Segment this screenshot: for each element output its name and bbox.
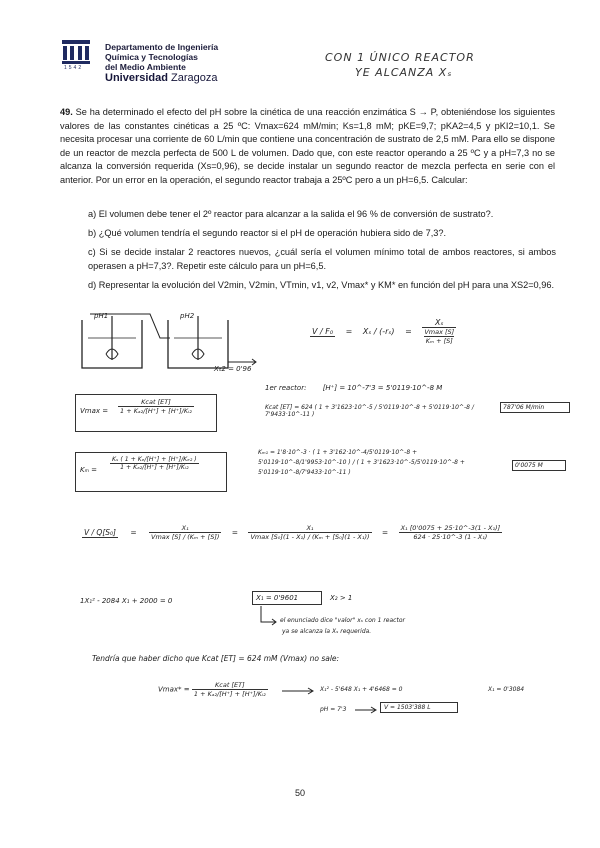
- university-regular: Zaragoza: [171, 72, 218, 84]
- university-name: [105, 72, 218, 85]
- quadratic-2: X₁² - 5'648 X₁ + 4'6468 = 0: [320, 686, 403, 693]
- question-b: b) ¿Qué volumen tendría el segundo reactor si el pH de operación hubiera sido de 7,3?.: [88, 228, 447, 238]
- eq-v-c-den: 624 · 25·10^-3 (1 - X₁): [413, 533, 488, 541]
- km-box-lhs: Kₘ =: [80, 466, 98, 474]
- design-eq-rhs-den-num: Vmax [S]: [424, 328, 455, 336]
- eq-v-a-den: Vmax [S] / (Kₘ + [S]): [151, 533, 220, 541]
- question-d: d) Representar la evolución del V2min, V2min, VTmin, v1, v2, Vmax* y KM* en función del pH para una XS2=0,96.: [88, 280, 554, 290]
- v-result: V = 1503'388 L: [380, 702, 458, 713]
- page-number: 50: [294, 788, 305, 798]
- vmax-box-num: Kcat [ET]: [118, 398, 194, 407]
- dept-line-3: del Medio Ambiente: [105, 62, 186, 72]
- design-eq-mid: Xₛ / (-rₛ): [362, 327, 395, 336]
- arrow-down-right-icon: [258, 606, 278, 628]
- arrow-right-small-icon: [355, 705, 379, 715]
- eq-v-a: [149, 524, 221, 541]
- problem-number: 49.: [60, 107, 73, 117]
- x2-note: X₂ > 1: [330, 594, 353, 602]
- km1-line: Kₘ₁ = 1'8·10^-3 · ( 1 + 3'162·10^-4/5'0119·10^-8 + 5'0119·10^-8/1'9953·10^-10 ) / ( 1 + 3'1623·10^-5/5'0119·10^-8 + 5'0119·10^-8/7'9433·10^-11 ): [258, 449, 465, 476]
- question-c: c) Si se decide instalar 2 reactores nuevos, ¿cuál sería el volumen mínimo total de ambos reactores, si ambos operasen a pH=7,3?. Repetir este cálculo para un pH=6,5.: [88, 247, 556, 271]
- design-eq-rhs-num: Xₛ: [422, 318, 456, 328]
- vmax-star-den: 1 + Kₐ₂/[H⁺] + [H⁺]/Kᵢ₂: [193, 690, 266, 698]
- design-equation: V / F₀ = Xₛ / (-rₛ) = Xₛ Vmax [S] Kₘ + [S]: [312, 318, 455, 345]
- design-eq-lhs-frac: [310, 327, 335, 337]
- eq-v-b-den: Vmax [S₀](1 - X₁) / (Kₘ + [S₀](1 - X₁)): [250, 533, 370, 541]
- handwritten-note: [325, 50, 475, 80]
- ph-label: pH = 7'3: [320, 706, 347, 713]
- vmax-star-num: Kcat [ET]: [192, 681, 268, 690]
- vmax-star-lhs: Vmax* =: [158, 685, 190, 694]
- question-a: a) El volumen debe tener el 2º reactor para alcanzar a la salida el 96 % de conversión de sustrato?.: [88, 209, 494, 219]
- km-box-den: 1 + Kₐ₂/[H⁺] + [H⁺]/Kᵢ₂: [120, 464, 189, 471]
- eq-v-c-num: X₁ [0'0075 + 25·10^-3(1 - X₁)]: [400, 524, 501, 532]
- vmax-box-den: 1 + Kₐ₂/[H⁺] + [H⁺]/Kᵢ₂: [120, 407, 192, 415]
- problem-statement: [60, 106, 555, 188]
- university-logo: [62, 40, 90, 70]
- vmax-box-frac: [118, 398, 194, 415]
- design-eq-lhs: V / F₀: [312, 326, 334, 336]
- arrow-right-icon: [282, 686, 316, 696]
- eq-v-lhs: V / Q[S₀]: [84, 527, 116, 537]
- note-line-2: YE ALCANZA Xₛ: [355, 66, 453, 79]
- design-eq-rhs-den-den: Kₘ + [S]: [425, 337, 453, 345]
- eq-v-lhs-frac: [82, 528, 118, 538]
- reactor1-label: pH1: [94, 312, 109, 320]
- dept-line-1: Departamento de Ingeniería: [105, 42, 219, 52]
- reactor2-label: pH2: [180, 312, 195, 320]
- vmax-box-lhs: Vmax =: [80, 407, 109, 415]
- eq-v-b-num: X₁: [248, 524, 371, 533]
- first-reactor: [265, 384, 442, 392]
- x1-second: X₁ = 0'3084: [488, 686, 525, 693]
- logo-year: 1542: [64, 65, 84, 71]
- note-2: ya se alcanza la Xₛ requerida.: [282, 628, 372, 635]
- kcat-line: Kcat [ET] = 624 ( 1 + 3'1623·10^-5 / 5'0119·10^-8 + 5'0119·10^-8 / 7'9433·10^-11 ): [265, 404, 474, 418]
- km1-result: 0'0075 M: [512, 460, 566, 471]
- note-line-1: CON 1 ÚNICO REACTOR: [325, 51, 475, 64]
- outlet-label: Xₛ2 = 0'96: [214, 365, 252, 373]
- problem-text: Se ha determinado el efecto del pH sobre la cinética de una reacción enzimática S → P, obteniéndose los siguientes valores de las constantes cinéticas a 25 ºC: Vmax=624 mM/min; Ks=1,8 mM; pKE=9,7; pKA2=4,5 y pKI2=10,1. Se necesita procesar una corriente de 60 L/min que contiene una concentración de sustrato de 2,5 mM. Para ello se dispone de un reactor de mezcla perfecta de 500 L de volumen. Dado que, con este reactor operando a 25 ºC y a pH=7,3 no se alcanza la conversión requerida (Xs=0,96), se decide instalar un segundo reactor de mezcla perfecta en serie con el anterior. Por un error en la operación, el segundo reactor trabaja a 25ºC pero a un pH=6,5. Calcular:: [60, 107, 555, 185]
- department-header: [105, 42, 218, 85]
- first-reactor-h: [H⁺] = 10^-7'3 = 5'0119·10^-8 M: [322, 384, 443, 392]
- eq-v-c: [399, 524, 503, 541]
- volume-equation: V / Q[S₀] = $\frac{\text{X₁}}{\text{Vmax [S] / (Kₘ + [S])}}$ = $\frac{\text{X₁}}{\text{Vmax [S₀](1 - X₁) / (Kₘ + [S₀](1 - X₁))}}$ = $\frac{\text{X₁ [0'0075 + 25·10\textasciicircum{}-3(1 - X₁)]}}{\text{624 · 25·10\textasciicircum{}-3 (1 - X₁)}}$: [84, 524, 501, 541]
- university-bold: Universidad: [105, 72, 168, 84]
- vmax-formula-box: [75, 394, 217, 432]
- eq-v-b: [248, 524, 371, 541]
- correction-intro: Tendría que haber dicho que Kcat [ET] = 624 mM (Vmax) no sale:: [92, 654, 340, 663]
- design-eq-rhs: [422, 318, 456, 345]
- km-formula-box: [75, 452, 227, 492]
- vmax-star: [158, 681, 268, 698]
- dept-line-2: Química y Tecnologías: [105, 52, 198, 62]
- eq-v-a-num: X₁: [149, 524, 221, 533]
- x1-result: X₁ = 0'9601: [252, 591, 322, 605]
- vmax-star-frac: [192, 681, 268, 698]
- km-box-frac: [110, 456, 199, 471]
- quadratic-1: 1X₁² - 2084 X₁ + 2000 = 0: [80, 597, 173, 605]
- first-reactor-label: 1er reactor:: [265, 384, 307, 392]
- km-box-num: Kₛ ( 1 + Kₑ/[H⁺] + [H⁺]/Kₑ₂ ): [112, 456, 197, 463]
- note-1: el enunciado dice "valor" xₛ con 1 reactor: [280, 617, 405, 624]
- kcat-result: 787'06 M/min: [500, 402, 570, 413]
